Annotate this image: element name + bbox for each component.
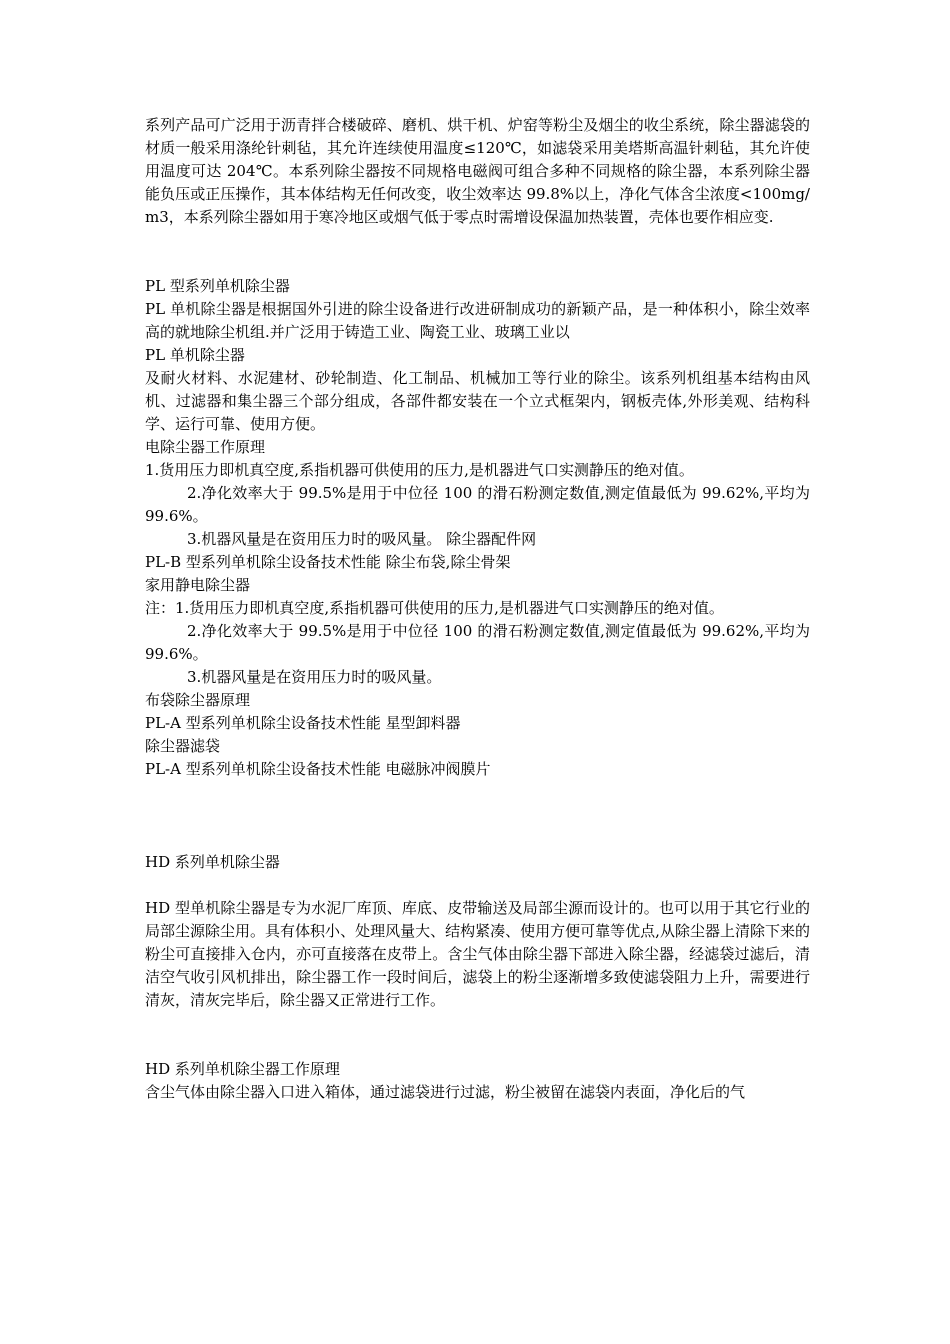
note1-item-2: 2.净化效率大于 99.5%是用于中位径 100 的滑石粉测定数值,测定值最低为 99.62%,平均为 99.6%。 — [145, 484, 810, 525]
plb-performance-line: PL-B 型系列单机除尘设备技术性能 除尘布袋,除尘骨架 — [145, 553, 511, 571]
pl-section-heading: PL 型系列单机除尘器 — [145, 277, 290, 295]
spacer — [145, 781, 810, 851]
note2-item-1: 注：1.货用压力即机真空度,系指机器可供使用的压力,是机器进气口实测静压的绝对值。 — [145, 599, 724, 617]
bag-principle-title: 布袋除尘器原理 — [145, 691, 251, 709]
filter-bag-title: 除尘器滤袋 — [145, 737, 221, 755]
hd-paragraph: HD 型单机除尘器是专为水泥厂库顶、库底、皮带输送及局部尘源而设计的。也可以用于其它行业的局部尘源除尘用。具有体积小、处理风量大、结构紧凑、使用方便可靠等优点,从除尘器上清除下来的粉尘可直接排入仓内，亦可直接落在皮带上。含尘气体由除尘器下部进入除尘器，经滤袋过滤后，清洁空气收引风机排出，除尘器工作一段时间后，滤袋上的粉尘逐渐增多致使滤袋阻力上升，需要进行清灰，清灰完毕后，除尘器又正常进行工作。 — [145, 899, 810, 1009]
pl-paragraph-2: 及耐火材料、水泥建材、砂轮制造、化工制品、机械加工等行业的除尘。该系列机组基本结构由风机、过滤器和集尘器三个部分组成，各部件都安装在一个立式框架内，钢板壳体,外形美观、结构科学、运行可靠、使用方便。 — [145, 369, 810, 433]
pl-subheading: PL 单机除尘器 — [145, 346, 245, 364]
principle-title: 电除尘器工作原理 — [145, 438, 266, 456]
pla-performance-line-2: PL-A 型系列单机除尘设备技术性能 电磁脉冲阀膜片 — [145, 760, 491, 778]
note1-item-3: 3.机器风量是在资用压力时的吸风量。 除尘器配件网 — [187, 530, 537, 548]
pla-performance-line-1: PL-A 型系列单机除尘设备技术性能 星型卸料器 — [145, 714, 461, 732]
spacer — [145, 1012, 810, 1058]
note1-item-1: 1.货用压力即机真空度,系指机器可供使用的压力,是机器进气口实测静压的绝对值。 — [145, 461, 694, 479]
note2-item-3: 3.机器风量是在资用压力时的吸风量。 — [187, 668, 442, 686]
intro-paragraph: 系列产品可广泛用于沥青拌合楼破碎、磨机、烘干机、炉窑等粉尘及烟尘的收尘系统，除尘器滤袋的材质一般采用涤纶针刺毡，其允许连续使用温度≤120℃，如滤袋采用美塔斯高温针刺毡，其允许使用温度可达 204℃。本系列除尘器按不同规格电磁阀可组合多种不同规格的除尘器，本系列除尘器能负压或正压操作，其本体结构无任何改变，收尘效率达 99.8%以上，净化气体含尘浓度<100mg/m3，本系列除尘器如用于寒冷地区或烟气低于零点时需增设保温加热装置，壳体也要作相应变. — [145, 116, 810, 226]
hd-principle-heading: HD 系列单机除尘器工作原理 — [145, 1060, 340, 1078]
hd-section-heading: HD 系列单机除尘器 — [145, 853, 280, 871]
spacer — [145, 874, 810, 897]
spacer — [145, 229, 810, 275]
pl-paragraph-1: PL 单机除尘器是根据国外引进的除尘设备进行改进研制成功的新颖产品，是一种体积小，除尘效率高的就地除尘机组.并广泛用于铸造工业、陶瓷工业、玻璃工业以 — [145, 300, 810, 341]
hd-principle-text: 含尘气体由除尘器入口进入箱体，通过滤袋进行过滤，粉尘被留在滤袋内表面，净化后的气 — [145, 1083, 746, 1101]
note2-item-2: 2.净化效率大于 99.5%是用于中位径 100 的滑石粉测定数值,测定值最低为 99.62%,平均为 99.6%。 — [145, 622, 810, 663]
home-esp-title: 家用静电除尘器 — [145, 576, 251, 594]
document-body — [145, 114, 810, 1104]
